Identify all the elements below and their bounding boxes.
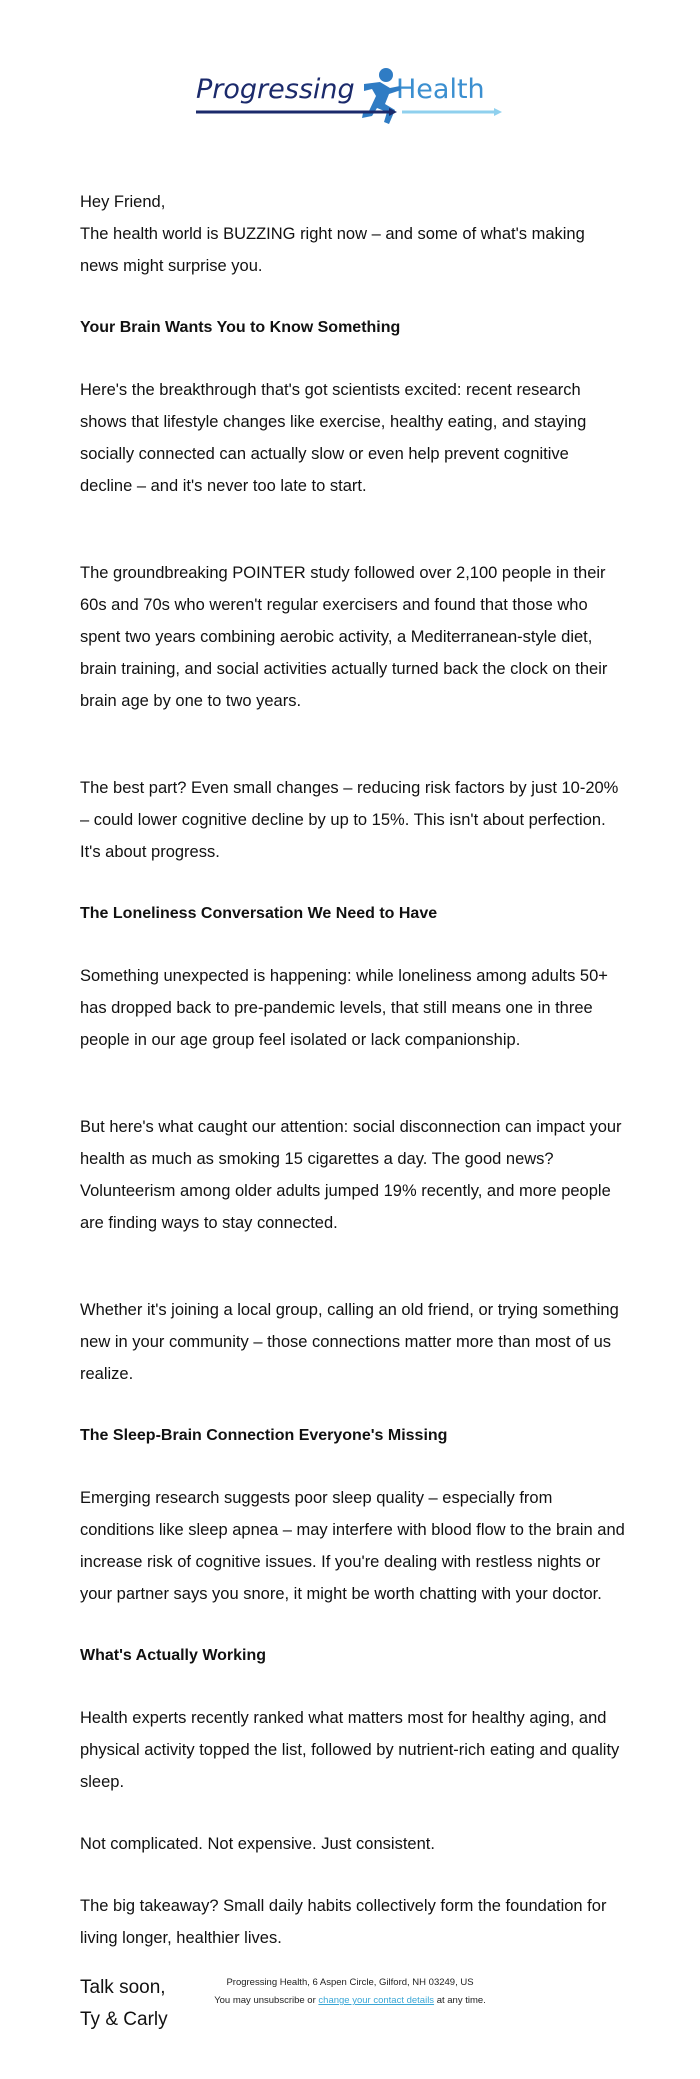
section-heading: Your Brain Wants You to Know Something: [80, 319, 401, 336]
paragraph: Not complicated. Not expensive. Just consistent.: [80, 1835, 435, 1853]
paragraph: Something unexpected is happening: while loneliness among adults 50+ has dropped back to pre-pandemic levels, that still means one in three people in our age group feel isolated or lack companionship.: [80, 967, 608, 1049]
email-body: [80, 186, 625, 2036]
footer-unsubscribe: [0, 1992, 700, 2010]
footer-address: Progressing Health, 6 Aspen Circle, Gilford, NH 03249, US: [226, 1977, 474, 1988]
greeting: Hey Friend,: [80, 193, 166, 211]
paragraph: Health experts recently ranked what matters most for healthy aging, and physical activity topped the list, followed by nutrient-rich eating and quality sleep.: [80, 1709, 620, 1791]
section-heading: The Loneliness Conversation We Need to Have: [80, 905, 438, 922]
signoff-line: Talk soon,: [80, 1977, 166, 1998]
footer: [0, 1974, 700, 2010]
change-contact-details-link[interactable]: change your contact details: [318, 1995, 435, 2006]
paragraph: Emerging research suggests poor sleep quality – especially from conditions like sleep apnea – may interfere with blood flow to the brain and increase risk of cognitive issues. If you're dealing with restless nights or your partner says you snore, it might be worth chatting with your doctor.: [80, 1489, 625, 1603]
paragraph: The big takeaway? Small daily habits collectively form the foundation for living longer, healthier lives.: [80, 1897, 607, 1947]
logo-text-left: Progressing: [196, 74, 355, 105]
logo-text-right: Health: [396, 74, 485, 105]
paragraph: The groundbreaking POINTER study followed over 2,100 people in their 60s and 70s who weren't regular exercisers and found that those who spent two years combining aerobic activity, a Mediterranean-style diet, brain training, and social activities actually turned back the clock on their brain age by one to two years.: [80, 564, 608, 710]
paragraph: The best part? Even small changes – reducing risk factors by just 10-20% – could lower cognitive decline by up to 15%. This isn't about perfection. It's about progress.: [80, 779, 619, 861]
section-heading: The Sleep-Brain Connection Everyone's Missing: [80, 1427, 448, 1444]
progressing-health-logo: [196, 62, 506, 128]
paragraph: Here's the breakthrough that's got scientists excited: recent research shows that lifestyle changes like exercise, healthy eating, and staying socially connected can actually slow or even help prevent cognitive decline – and it's never too late to start.: [80, 381, 587, 495]
intro-paragraph: The health world is BUZZING right now – and some of what's making news might surprise you.: [80, 225, 585, 275]
unsub-suffix: at any time.: [434, 1995, 486, 2006]
signoff-names: Ty & Carly: [80, 2009, 168, 2030]
unsub-prefix: You may unsubscribe or: [214, 1995, 319, 2006]
paragraph: But here's what caught our attention: social disconnection can impact your health as much as smoking 15 cigarettes a day. The good news? Volunteerism among older adults jumped 19% recently, and more people are finding ways to stay connected.: [80, 1118, 622, 1232]
section-heading: What's Actually Working: [80, 1647, 267, 1664]
paragraph: Whether it's joining a local group, calling an old friend, or trying something new in your community – those connections matter more than most of us realize.: [80, 1301, 619, 1383]
